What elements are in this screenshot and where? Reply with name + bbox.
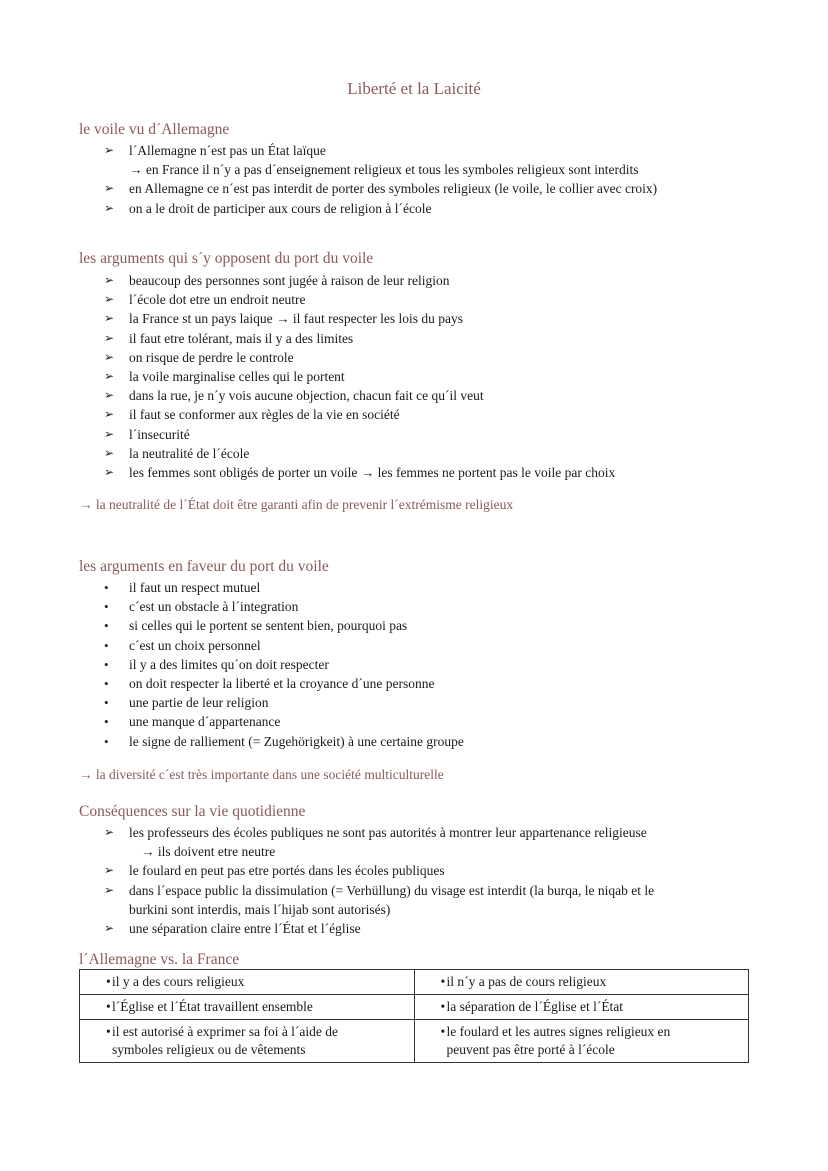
arrow-bullet-icon: ➢ xyxy=(104,200,115,215)
bullet-icon: • xyxy=(104,599,109,615)
list-item: ➢ les professeurs des écoles publiques ne sont pas autorités à montrer leur appartenance religieuse → ils doivent etre neutre xyxy=(0,823,828,861)
list-item: ➢ l´Allemagne n´est pas un État laïque → en France il n´y a pas d´enseignement religieux et tous les symboles religieux sont interdits xyxy=(0,141,828,179)
arrow-bullet-icon: ➢ xyxy=(104,369,115,384)
arrow-bullet-icon: ➢ xyxy=(104,407,115,422)
list-subline: → ils doivent etre neutre xyxy=(141,844,276,860)
table-cell-allemagne: • il y a des cours religieux xyxy=(80,970,415,995)
list-item: ➢ dans l´espace public la dissimulation (= Verhüllung) du visage est interdit (la burqa, le niqab et le burkini sont interdis, mais l´hijab sont autorisés) xyxy=(0,881,828,919)
bullet-icon: • xyxy=(106,1024,111,1039)
arrow-bullet-icon: ➢ xyxy=(104,921,115,936)
list-voile-allemagne xyxy=(0,141,828,218)
bullet-icon: • xyxy=(440,974,446,989)
section-heading-consequences: Conséquences sur la vie quotidienne xyxy=(79,803,306,820)
list-subline: → en France il n´y a pas d´enseignement religieux et tous les symboles religieux sont interdits xyxy=(129,162,639,178)
list-arguments-pour xyxy=(0,578,828,751)
table-cell-france: • il n´y a pas de cours religieux xyxy=(414,970,749,995)
list-item: ➢ il faut etre tolérant, mais il y a des limites xyxy=(0,329,828,348)
table-cell-allemagne: • l´Église et l´État travaillent ensemble xyxy=(80,995,415,1020)
bullet-icon: • xyxy=(104,714,109,730)
arrow-bullet-icon: ➢ xyxy=(104,465,115,480)
table-row xyxy=(80,970,749,995)
list-item: • une manque d´appartenance xyxy=(0,712,828,731)
arrow-bullet-icon: ➢ xyxy=(104,273,115,287)
section-heading-arguments-pour: les arguments en faveur du port du voile xyxy=(79,558,329,575)
arrow-bullet-icon: ➢ xyxy=(104,445,115,460)
arrow-bullet-icon: ➢ xyxy=(104,181,115,196)
list-item: ➢ on risque de perdre le controle xyxy=(0,348,828,367)
comparison-table xyxy=(79,969,749,1063)
arrow-bullet-icon: ➢ xyxy=(104,292,115,307)
list-arguments-contre xyxy=(0,271,828,482)
section-heading-comparison: l´Allemagne vs. la France xyxy=(79,951,240,968)
list-item: • si celles qui le portent se sentent bien, pourquoi pas xyxy=(0,616,828,635)
list-item: ➢ le foulard en peut pas etre portés dans les écoles publiques xyxy=(0,861,828,880)
list-item: ➢ les femmes sont obligés de porter un voile → les femmes ne portent pas le voile par choix xyxy=(0,463,828,482)
bullet-icon: • xyxy=(440,999,446,1014)
list-item: • c´est un choix personnel xyxy=(0,636,828,655)
section-heading-arguments-contre: les arguments qui s´y opposent du port du voile xyxy=(79,250,374,267)
list-item: ➢ l´insecurité xyxy=(0,425,828,444)
list-item: • c´est un obstacle à l´integration xyxy=(0,597,828,616)
arrow-bullet-icon: ➢ xyxy=(104,426,115,441)
list-subline: burkini sont interdis, mais l´hijab sont autorisés) xyxy=(129,901,391,917)
table-cell-france: • le foulard et les autres signes religieux en peuvent pas être porté à l´école xyxy=(414,1020,749,1063)
arrow-bullet-icon: ➢ xyxy=(104,349,115,364)
table-cell-france: • la séparation de l´Église et l´État xyxy=(414,995,749,1020)
table-cell-allemagne: • il est autorisé à exprimer sa foi à l´aide de symboles religieux ou de vêtements xyxy=(80,1020,415,1063)
bullet-icon: • xyxy=(104,580,109,595)
list-item: ➢ on a le droit de participer aux cours de religion à l´école xyxy=(0,199,828,218)
bullet-icon: • xyxy=(104,637,109,653)
bullet-icon: • xyxy=(104,618,109,634)
arrow-bullet-icon: ➢ xyxy=(104,863,115,878)
list-item: ➢ la France st un pays laique → il faut respecter les lois du pays xyxy=(0,309,828,328)
bullet-icon: • xyxy=(106,974,111,989)
list-item: • on doit respecter la liberté et la croyance d´une personne xyxy=(0,674,828,693)
list-item: ➢ l´école dot etre un endroit neutre xyxy=(0,290,828,309)
list-item: ➢ il faut se conformer aux règles de la vie en société xyxy=(0,405,828,424)
arrow-bullet-icon: ➢ xyxy=(104,388,115,403)
list-item: ➢ une séparation claire entre l´État et l´église xyxy=(0,919,828,938)
bullet-icon: • xyxy=(104,695,109,711)
list-item: ➢ la neutralité de l´école xyxy=(0,444,828,463)
bullet-icon: • xyxy=(104,656,109,672)
page-title: Liberté et la Laicité xyxy=(347,79,481,98)
list-item: • le signe de ralliement (= Zugehörigkeit) à une certaine groupe xyxy=(0,732,828,751)
arrow-bullet-icon: ➢ xyxy=(104,825,115,839)
list-item: • il faut un respect mutuel xyxy=(0,578,828,597)
arrow-bullet-icon: ➢ xyxy=(104,330,115,345)
list-item: ➢ en Allemagne ce n´est pas interdit de porter des symboles religieux (le voile, le collier avec croix) xyxy=(0,179,828,198)
table-row xyxy=(80,995,749,1020)
bullet-icon: • xyxy=(440,1024,446,1039)
list-item: ➢ beaucoup des personnes sont jugée à raison de leur religion xyxy=(0,271,828,290)
arrow-bullet-icon: ➢ xyxy=(104,143,115,157)
section-heading-voile-allemagne: le voile vu d´Allemagne xyxy=(79,121,230,138)
list-item: • une partie de leur religion xyxy=(0,693,828,712)
conclusion-pour: → la diversité c´est très importante dans une société multiculturelle xyxy=(79,767,444,782)
conclusion-contre: → la neutralité de l´État doit être garanti afin de prevenir l´extrémisme religieux xyxy=(79,497,514,512)
bullet-icon: • xyxy=(106,999,111,1014)
bullet-icon: • xyxy=(104,676,109,692)
list-item: ➢ dans la rue, je n´y vois aucune objection, chacun fait ce qu´il veut xyxy=(0,386,828,405)
arrow-bullet-icon: ➢ xyxy=(104,882,115,897)
table-row xyxy=(80,1020,749,1063)
list-consequences xyxy=(0,823,828,938)
list-item: • il y a des limites qu´on doit respecter xyxy=(0,655,828,674)
bullet-icon: • xyxy=(104,733,109,749)
list-item: ➢ la voile marginalise celles qui le portent xyxy=(0,367,828,386)
arrow-bullet-icon: ➢ xyxy=(104,311,115,326)
